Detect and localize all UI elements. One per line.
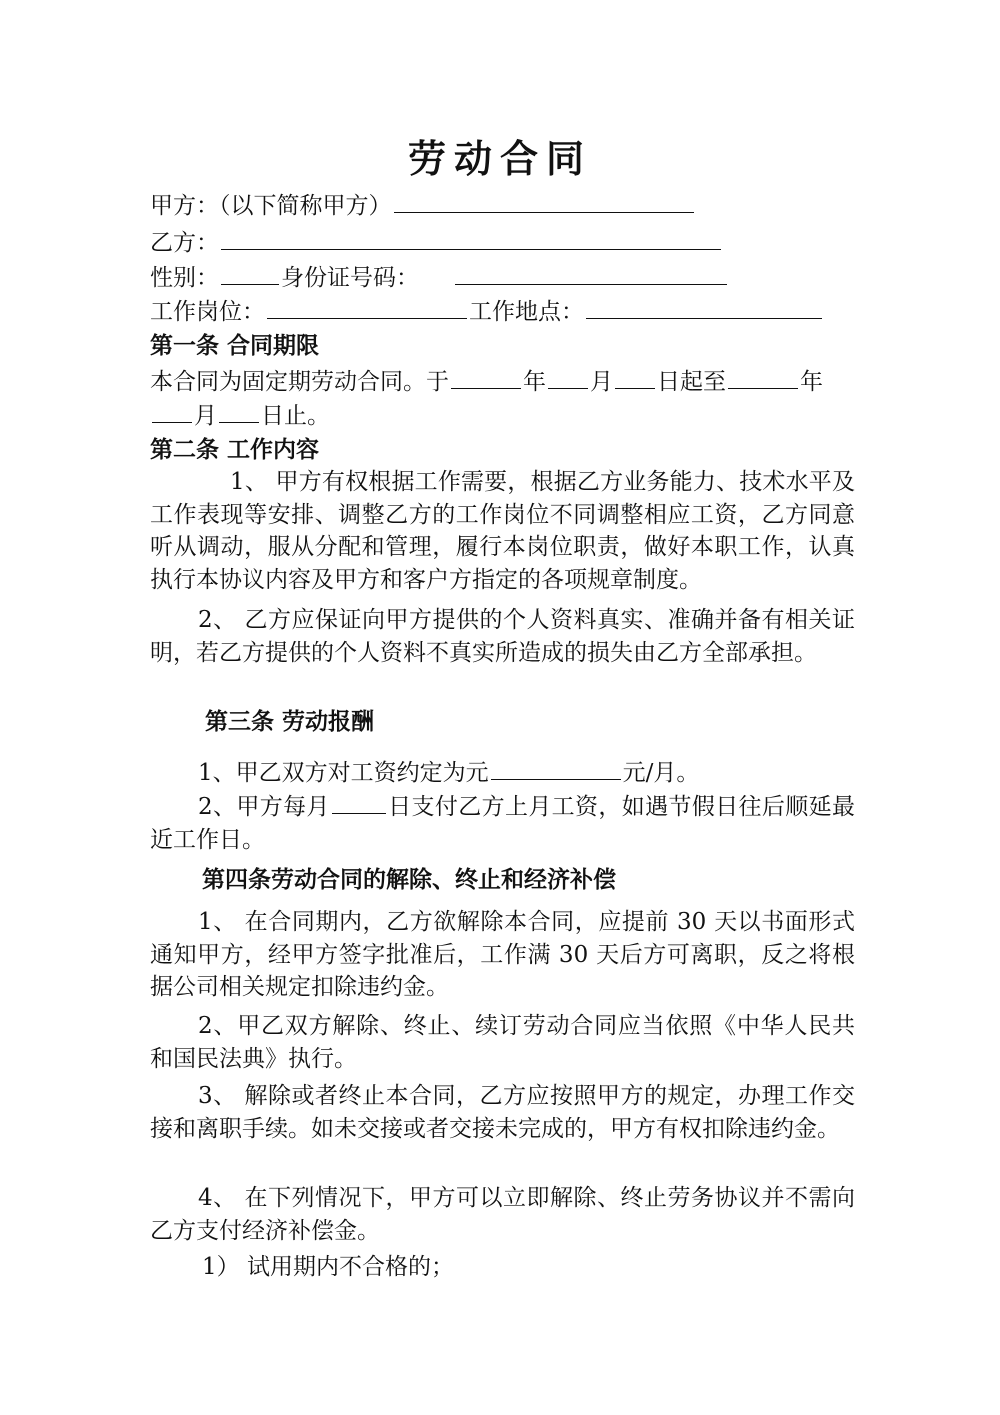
payday-blank[interactable] [332,791,386,814]
article1-text: 本合同为固定期劳动合同。于 [150,369,449,395]
salary-unit: 元/月。 [622,760,700,786]
page-title: 劳动合同 [407,137,592,181]
position-blank[interactable] [267,296,467,319]
payday-rest: 日支付乙方上月工资，如遇节假日往后顺延最近工作日。 [150,794,855,853]
year-label: 年 [523,369,546,395]
gender-id-field [150,262,729,294]
party-b-label: 乙方： [150,230,219,256]
article2-paragraph-1: 1、 甲方有权根据工作需要，根据乙方业务能力、技术水平及工作表现等安排、调整乙方的工作岗位不同调整相应工资，乙方同意听从调动，服从分配和管理，履行本岗位职责，做好本职工作，认真执行本协议内容及甲方和客户方指定的各项规章制度。 [150,469,855,593]
article4-paragraph-3: 3、 解除或者终止本合同，乙方应按照甲方的规定，办理工作交接和离职手续。如未交接或者交接未完成的，甲方有权扣除违约金。 [150,1083,855,1142]
article4-paragraph-4: 4、 在下列情况下，甲方可以立即解除、终止劳务协议并不需向乙方支付经济补偿金。 [150,1185,855,1244]
article1-heading: 第一条 合同期限 [150,333,320,359]
article4-heading: 第四条劳动合同的解除、终止和经济补偿 [202,867,616,893]
day-end-label: 日止。 [261,403,330,429]
position-location-field [150,296,824,328]
salary-text: 1、甲乙双方对工资约定为元 [198,760,489,786]
article4-paragraph-1: 1、 在合同期内，乙方欲解除本合同，应提前 30 天以书面形式通知甲方，经甲方签字批准后，工作满 30 天后方可离职，反之将根据公司相关规定扣除违约金。 [150,909,855,1000]
end-year-blank[interactable] [728,366,798,389]
party-b-field [150,227,723,259]
article4-paragraph-2: 2、甲乙双方解除、终止、续订劳动合同应当依照《中华人民共和国民法典》执行。 [150,1013,855,1072]
gender-blank[interactable] [221,262,279,285]
start-day-blank[interactable] [615,366,655,389]
gender-label: 性别： [150,265,219,291]
month-label: 月 [590,369,613,395]
id-blank[interactable] [455,262,727,285]
start-year-blank[interactable] [451,366,521,389]
article2-heading: 第二条 工作内容 [150,437,320,463]
end-month-blank[interactable] [152,400,192,423]
article3-heading: 第三条 劳动报酬 [205,709,375,735]
article3-paragraph-2 [150,791,855,856]
article3-paragraph-1 [198,757,699,789]
party-b-blank[interactable] [221,227,721,250]
id-label: 身份证号码： [281,265,419,291]
article1-line2 [150,400,330,432]
salary-blank[interactable] [491,757,621,780]
article4-item-1: 1） 试用期内不合格的； [202,1254,454,1280]
location-blank[interactable] [586,296,822,319]
party-a-label: 甲方：（以下简称甲方） [150,193,392,219]
end-day-blank[interactable] [219,400,259,423]
day-from-label: 日起至 [657,369,726,395]
start-month-blank[interactable] [548,366,588,389]
article1-line1 [150,366,823,398]
article2-paragraph-2: 2、 乙方应保证向甲方提供的个人资料真实、准确并备有相关证明，若乙方提供的个人资料不真实所造成的损失由乙方全部承担。 [150,607,855,666]
payday-text: 2、甲方每月 [198,794,330,820]
month2-label: 月 [194,403,217,429]
party-a-field [150,190,696,222]
party-a-blank[interactable] [394,190,694,213]
year2-label: 年 [800,369,823,395]
location-label: 工作地点： [469,299,584,325]
position-label: 工作岗位： [150,299,265,325]
